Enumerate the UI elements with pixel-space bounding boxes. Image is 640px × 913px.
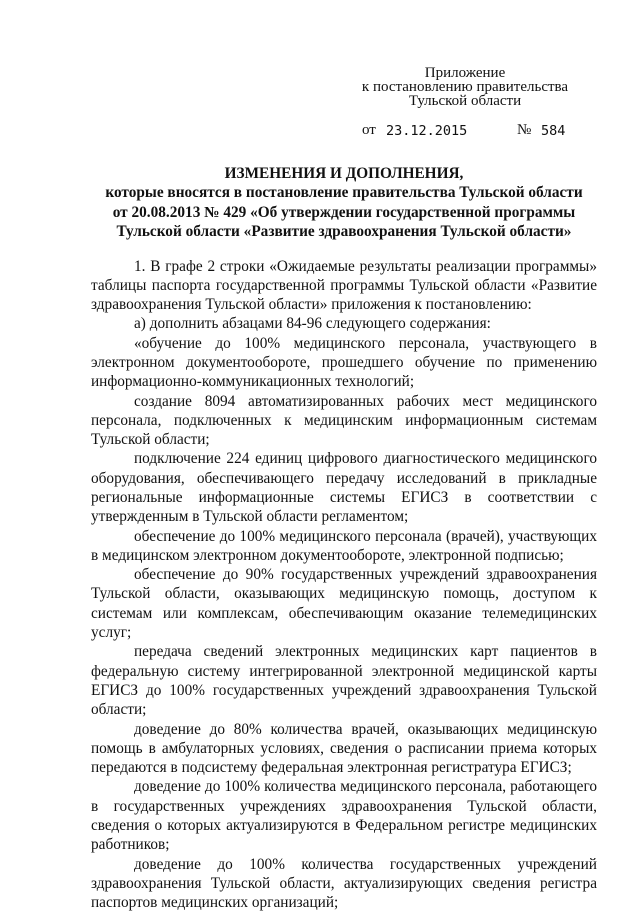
body-line: доведение до 80% количества врачей, оказывающих медицинскую bbox=[134, 721, 597, 738]
body-line: создание 8094 автоматизированных рабочих мест медицинского bbox=[134, 393, 597, 410]
appendix-region-line: Тульской области bbox=[408, 93, 522, 109]
body-line: а) дополнить абзацами 84-96 следующего содержания: bbox=[134, 315, 491, 332]
body-line: таблицы паспорта государственной программы Тульской области «Развитие bbox=[91, 277, 597, 294]
body-line: утвержденным в Тульской области регламентом; bbox=[91, 508, 409, 525]
date-prefix: от bbox=[362, 122, 376, 138]
body-line: персонала, подключенных к медицинским информационным системам bbox=[91, 412, 597, 429]
body-line: Тульской области; bbox=[91, 431, 210, 448]
body-line: работников; bbox=[91, 836, 170, 853]
body-line: обеспечение до 100% медицинского персонала (врачей), участвующих bbox=[134, 528, 597, 545]
document-title: ИЗМЕНЕНИЯ И ДОПОЛНЕНИЯ, bbox=[224, 165, 464, 182]
body-line: области; bbox=[91, 701, 147, 718]
body-line: в медицинском электронном документообороте, электронной подписью; bbox=[91, 547, 564, 564]
body-line: ЕГИСЗ до 100% государственных учреждений здравоохранения Тульской bbox=[91, 682, 597, 699]
body-line: доведение до 100% количества государственных учреждений bbox=[134, 856, 597, 873]
body-line: сведения о которых актуализируются в Федеральном регистре медицинских bbox=[91, 817, 597, 834]
body-line: региональные информационные системы ЕГИСЗ в соответствии с bbox=[91, 489, 597, 506]
body-line: здравоохранения Тульской области» приложения к постановлению: bbox=[91, 296, 532, 313]
appendix-label: Приложение bbox=[424, 65, 506, 81]
body-line: доведение до 100% количества медицинского персонала, работающего bbox=[134, 778, 597, 795]
body-line: системам или комплексам, обеспечивающим оказание телемедицинских bbox=[91, 605, 597, 622]
body-line: помощь в амбулаторных условиях, сведения о расписании приема которых bbox=[91, 740, 597, 757]
number-prefix: № bbox=[517, 122, 532, 138]
document-subtitle-line-2: от 20.08.2013 № 429 «Об утверждении государственной программы bbox=[112, 204, 576, 221]
appendix-resolution-line: к постановлению правительства bbox=[361, 79, 569, 95]
body-line: паспортов медицинских организаций; bbox=[91, 894, 339, 911]
body-line: здравоохранения Тульской области, актуализирующих сведения регистра bbox=[91, 875, 597, 892]
document-subtitle-line-1: которые вносятся в постановление правительства Тульской области bbox=[105, 184, 583, 201]
body-line: передаются в подсистему федеральная электронная регистратура ЕГИСЗ; bbox=[91, 759, 572, 776]
body-line: электронном документообороте, прошедшего обучение по применению bbox=[91, 354, 597, 371]
body-line: информационно-коммуникационных технологий; bbox=[91, 373, 415, 390]
body-line: 1. В графе 2 строки «Ожидаемые результаты реализации программы» bbox=[134, 258, 597, 275]
body-line: услуг; bbox=[91, 624, 132, 641]
body-line: «обучение до 100% медицинского персонала, участвующего в bbox=[134, 335, 597, 352]
document-subtitle-line-3: Тульской области «Развитие здравоохранения Тульской области» bbox=[116, 223, 572, 240]
body-line: передача сведений электронных медицинских карт пациентов в bbox=[134, 643, 597, 660]
document-date: 23.12.2015 bbox=[386, 123, 468, 139]
body-line: федеральную систему интегрированной электронной медицинской карты bbox=[91, 663, 597, 680]
body-line: в государственных учреждениях здравоохранения Тульской области, bbox=[91, 798, 597, 815]
document-number: 584 bbox=[541, 123, 566, 139]
body-line: Тульской области, оказывающих медицинскую помощь, доступом к bbox=[91, 585, 597, 602]
body-line: подключение 224 единиц цифрового диагностического медицинского bbox=[134, 450, 597, 467]
body-line: обеспечение до 90% государственных учреждений здравоохранения bbox=[134, 566, 597, 583]
body-line: оборудования, обеспечивающего передачу исследований в прикладные bbox=[91, 470, 597, 487]
